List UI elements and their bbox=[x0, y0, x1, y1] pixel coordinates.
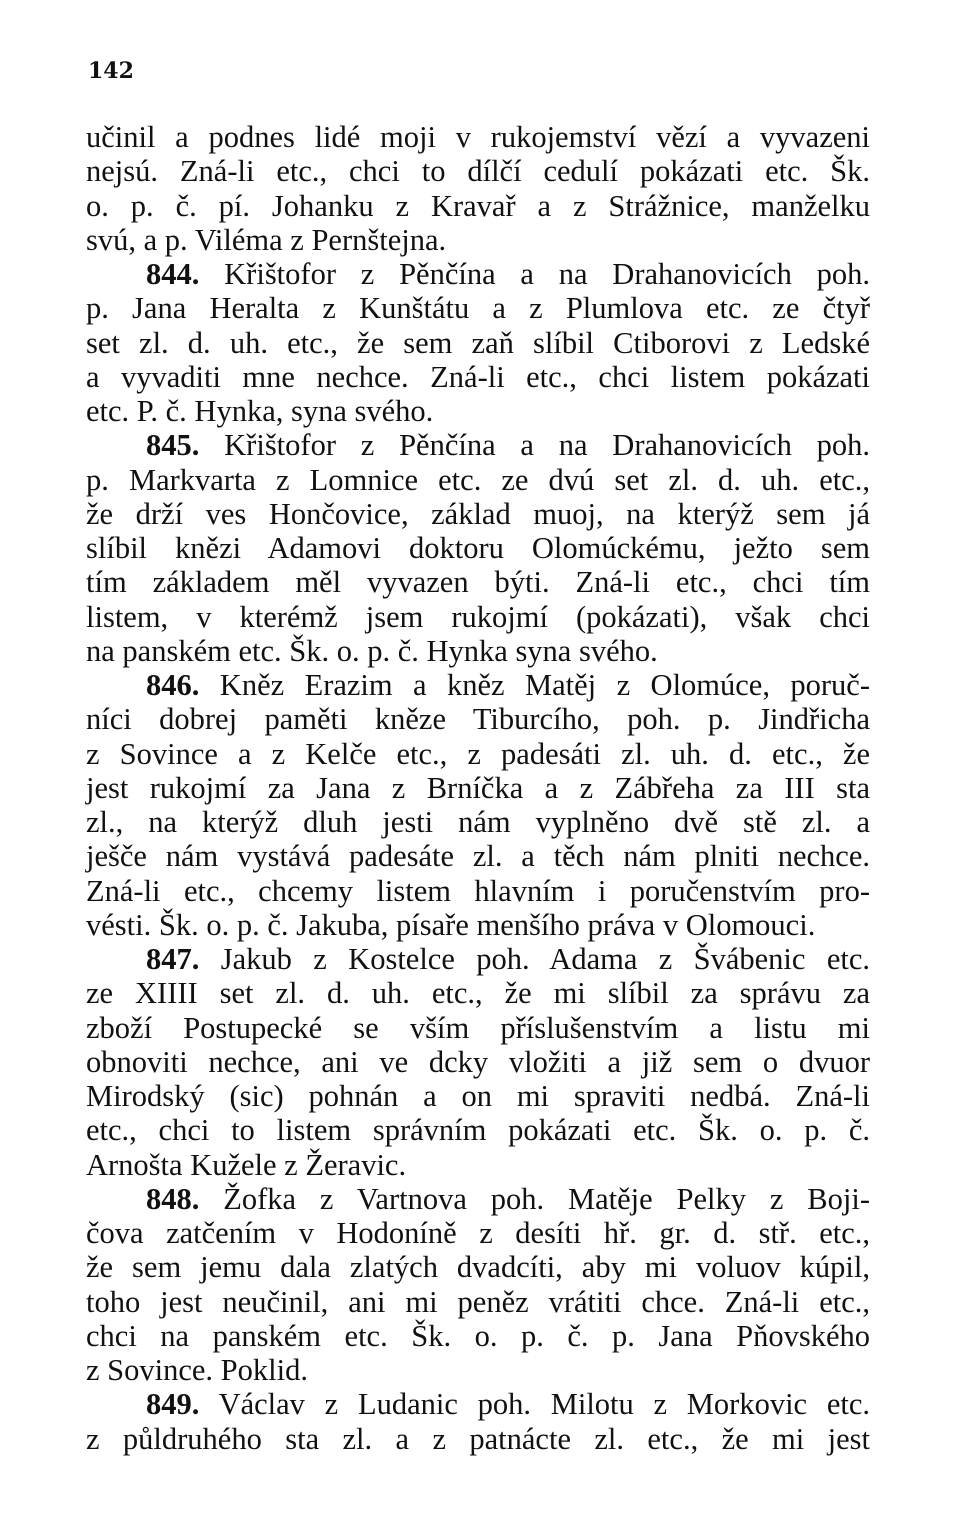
line-text: obnoviti nechce, ani ve dcky vložiti a již sem o dvuor bbox=[86, 1044, 870, 1079]
line-text: listem, v kterémž jsem rukojmí (pokázati), však chci bbox=[86, 599, 870, 634]
text-line bbox=[86, 360, 870, 394]
line-text: Arnošta Kužele z Žeravic. bbox=[86, 1147, 407, 1182]
text-line bbox=[86, 291, 870, 325]
line-text: chci na panském etc. Šk. o. p. č. p. Jana Pňovského bbox=[86, 1318, 870, 1353]
text-line bbox=[86, 1422, 870, 1456]
line-text: zboží Postupecké se vším příslušenstvím a listu mi bbox=[86, 1010, 870, 1045]
text-line bbox=[86, 497, 870, 531]
entry-first-line bbox=[86, 942, 870, 976]
line-text: jest rukojmí za Jana z Brníčka a z Zábřeha za III sta bbox=[86, 770, 870, 805]
text-line bbox=[86, 531, 870, 565]
entry-first-line bbox=[86, 257, 870, 291]
entry-first-line bbox=[86, 1387, 870, 1421]
page-number: 142 bbox=[88, 58, 134, 84]
text-line bbox=[86, 1353, 870, 1387]
text-line bbox=[86, 1216, 870, 1250]
line-text: z Sovince. Poklid. bbox=[86, 1353, 308, 1387]
line-text: Jakub z Kostelce poh. Adama z Švábenic etc. bbox=[199, 942, 870, 976]
line-text: Křištofor z Pěnčína a na Drahanovicích poh. bbox=[199, 257, 870, 291]
line-text: Zná-li etc., chcemy listem hlavním i poručenstvím pro- bbox=[86, 873, 870, 908]
text-line bbox=[86, 394, 870, 428]
line-text: o. p. č. pí. Johanku z Kravař a z Strážnice, manželku bbox=[86, 188, 870, 223]
line-text: Mirodský (sic) pohnán a on mi spraviti nedbá. Zná-li bbox=[86, 1079, 870, 1113]
line-text: etc. P. č. Hynka, syna svého. bbox=[86, 394, 434, 428]
entry-number: 848. bbox=[146, 1181, 200, 1216]
line-text: etc., chci to listem správním pokázati etc. Šk. o. p. č. bbox=[86, 1113, 870, 1148]
text-line bbox=[86, 565, 870, 599]
line-text: z Sovince a z Kelče etc., z padesáti zl. uh. d. etc., že bbox=[86, 736, 870, 771]
entry-number: 847. bbox=[146, 942, 200, 976]
text-line bbox=[86, 1079, 870, 1113]
text-line bbox=[86, 326, 870, 360]
text-line bbox=[86, 634, 870, 668]
text-line bbox=[86, 1148, 870, 1182]
line-text: na panském etc. Šk. o. p. č. Hynka syna svého. bbox=[86, 633, 658, 668]
line-text: a vyvaditi mne nechce. Zná-li etc., chci listem pokázati bbox=[86, 359, 870, 394]
text-line bbox=[86, 1113, 870, 1147]
line-text: zl., na kterýž dluh jesti nám vyplněno dvě stě zl. a bbox=[86, 805, 870, 839]
text-line bbox=[86, 189, 870, 223]
text-line bbox=[86, 976, 870, 1010]
entry-first-line bbox=[86, 1182, 870, 1216]
text-line bbox=[86, 600, 870, 634]
text-line bbox=[86, 154, 870, 188]
text-line bbox=[86, 805, 870, 839]
entry-number: 849. bbox=[146, 1387, 200, 1422]
line-text: ze XIIII set zl. d. uh. etc., že mi slíbil za správu za bbox=[86, 976, 870, 1011]
line-text: svú, a p. Viléma z Pernštejna. bbox=[86, 222, 447, 257]
entry-number: 846. bbox=[146, 668, 200, 702]
line-text: p. Jana Heralta z Kunštátu a z Plumlova etc. ze čtyř bbox=[86, 291, 870, 326]
text-line bbox=[86, 737, 870, 771]
line-text: níci dobrej paměti kněze Tiburcího, poh. p. Jindřicha bbox=[86, 702, 870, 737]
line-text: tím základem měl vyvazen býti. Zná-li etc., chci tím bbox=[86, 565, 870, 600]
line-text: vésti. Šk. o. p. č. Jakuba, písaře menšího práva v Olomouci. bbox=[86, 907, 816, 942]
text-line bbox=[86, 1045, 870, 1079]
body-text bbox=[86, 120, 870, 1456]
text-line bbox=[86, 702, 870, 736]
line-text: učinil a podnes lidé moji v rukojemství vězí a vyvazeni bbox=[86, 120, 870, 154]
line-text: toho jest neučinil, ani mi peněz vrátiti chce. Zná-li etc., bbox=[86, 1284, 870, 1319]
line-text: z půldruhého sta zl. a z patnácte zl. etc., že mi jest bbox=[86, 1421, 870, 1456]
text-line bbox=[86, 908, 870, 942]
line-text: ješče nám vystává padesáte zl. a těch nám plniti nechce. bbox=[86, 839, 870, 874]
line-text: že drží ves Hončovice, základ muoj, na kterýž sem já bbox=[86, 496, 870, 531]
line-text: p. Markvarta z Lomnice etc. ze dvú set zl. d. uh. etc., bbox=[86, 462, 870, 497]
entry-number: 844. bbox=[146, 257, 200, 291]
text-line bbox=[86, 771, 870, 805]
text-line bbox=[86, 839, 870, 873]
text-line bbox=[86, 1250, 870, 1284]
entry-first-line bbox=[86, 428, 870, 462]
line-text: set zl. d. uh. etc., že sem zaň slíbil Ctiborovi z Ledské bbox=[86, 325, 870, 360]
line-text: že sem jemu dala zlatých dvadcíti, aby mi voluov kúpil, bbox=[86, 1250, 870, 1285]
line-text: Žofka z Vartnova poh. Matěje Pelky z Boji- bbox=[199, 1181, 870, 1216]
line-text: nejsú. Zná-li etc., chci to dílčí cedulí pokázati etc. Šk. bbox=[86, 154, 870, 189]
text-line bbox=[86, 1011, 870, 1045]
text-line bbox=[86, 874, 870, 908]
entry-first-line bbox=[86, 668, 870, 702]
line-text: Václav z Ludanic poh. Milotu z Morkovic etc. bbox=[199, 1387, 870, 1422]
line-text: Kněz Erazim a kněz Matěj z Olomúce, poruč- bbox=[199, 668, 870, 702]
line-text: slíbil knězi Adamovi doktoru Olomúckému, ježto sem bbox=[86, 531, 870, 565]
text-line bbox=[86, 1285, 870, 1319]
line-text: čova zatčením v Hodoníně z desíti hř. gr. d. stř. etc., bbox=[86, 1216, 870, 1250]
text-line bbox=[86, 463, 870, 497]
entry-number: 845. bbox=[146, 428, 200, 463]
line-text: Křištofor z Pěnčína a na Drahanovicích poh. bbox=[199, 428, 870, 463]
text-line bbox=[86, 223, 870, 257]
text-line bbox=[86, 1319, 870, 1353]
text-line bbox=[86, 120, 870, 154]
